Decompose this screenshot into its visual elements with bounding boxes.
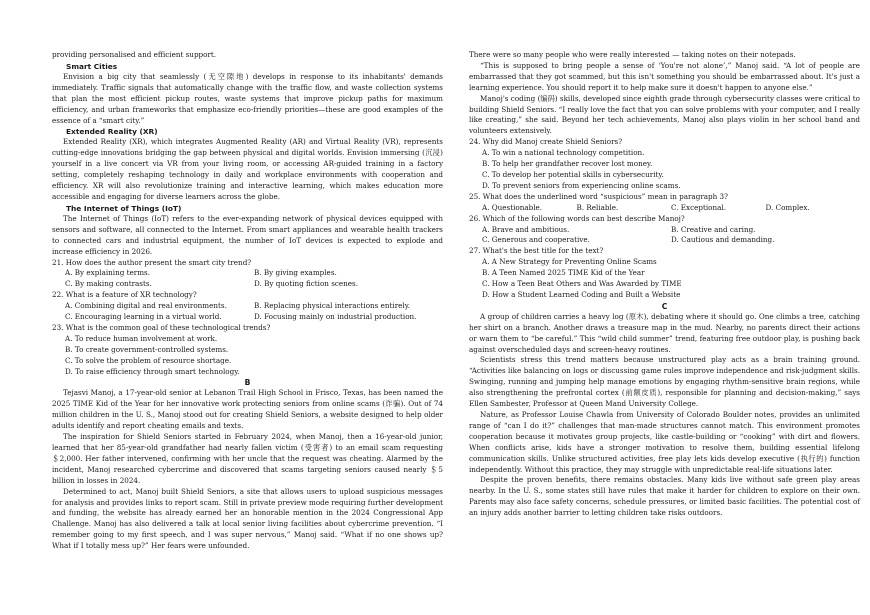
- option: D. Focusing mainly on industrial production.: [254, 312, 417, 322]
- question-25: 25. What does the underlined word “suspicious” mean in paragraph 3?: [469, 191, 728, 201]
- section-b-label: B: [244, 378, 251, 388]
- option: B. To help her grandfather recover lost money.: [482, 159, 653, 169]
- section-b-continued-3: Manoj's coding (编码) skills, developed since eighth grade through cybersecurity classes were critical to building Shield Seniors. “I really love the fact that you can solve problems with your computer, and I really like creating,” she said. Beyond her tech achievements, Manoj also plays violin in her school band and volunteers extensively.: [469, 93, 860, 136]
- option: D. Complex.: [765, 202, 810, 212]
- option: C. To solve the problem of resource shortage.: [65, 355, 232, 365]
- option: C. To develop her potential skills in cybersecurity.: [482, 169, 664, 179]
- section-c-label: C: [661, 301, 668, 311]
- option: B. Creative and caring.: [671, 224, 756, 234]
- left-column: [52, 50, 443, 552]
- option: B. To create government-controlled systems.: [65, 344, 229, 354]
- intro-tail: providing personalised and efficient support.: [52, 50, 217, 59]
- question-24-options: [469, 148, 860, 192]
- section-c-paragraph-2: Scientists stress this trend matters because unstructured play acts as a brain training ground. “Activities like balancing on logs or discussing game rules improve independence and risk-judgment skills. Swinging, running and jumping help manage emotions by engaging rhythm-sensitive brain regions, while also strengthening the prefrontal cortex (前额皮质), responsible for planning and decision-making,” says Ellen Sambester, Professor at Queen Mand University College.: [469, 355, 860, 409]
- question-27: 27. What's the best title for the text?: [469, 246, 604, 256]
- question-22-options: [52, 301, 443, 323]
- question-21: 21. How does the author present the smart city trend?: [52, 257, 252, 267]
- option: B. Replacing physical interactions entirely.: [254, 301, 411, 311]
- section-b-paragraph-2: The inspiration for Shield Seniors started in February 2024, when Manoj, then a 16-year-old junior, learned that her 85-year-old grandfather had nearly fallen victim (受害者) to an email scam requesting ＄2,000. Her father intervened, confirming with her uncle that the request was cheating. Alarmed by the incident, Manoj researched cybercrime and discovered that scams targeting seniors caused nearly ＄5 billion in losses in 2024.: [52, 432, 443, 485]
- option: C. By making contrasts.: [65, 279, 152, 289]
- right-column: [469, 50, 860, 519]
- section-c-paragraph-4: Despite the proven benefits, there remains obstacles. Many kids live without safe green play areas nearby. In the U. S., some states still have rules that make it harder for children to explore on their own. Parents may also face safety concerns, schedule pressures, or limited basic facilities. The potential cost of an injury adds another barrier to letting children take risks outdoors.: [469, 475, 860, 518]
- section-c-paragraph-1: A group of children carries a heavy log (原木), debating where it should go. One climbs a tree, catching her shirt on a branch. Another draws a treasure map in the mud. Nearby, no parents direct their actions or warn them to “be careful.” This “wild child summer” trend, featuring free outdoor play, is pushing back against overscheduled days and screen-heavy routines.: [469, 311, 860, 354]
- iot-heading: The Internet of Things (IoT): [66, 203, 182, 213]
- question-26-options: [469, 225, 860, 247]
- option: D. Cautious and demanding.: [671, 235, 775, 245]
- smart-cities-heading: Smart Cities: [66, 61, 118, 71]
- section-b-paragraph-1: Tejasvi Manoj, a 17-year-old senior at Lebanon Trail High School in Frisco, Texas, has been named the 2025 TIME Kid of the Year for her innovative work protecting seniors from online scams (诈骗). Out of 74 million children in the U. S., Manoj stood out for creating Shield Seniors, a website designed to help older adults identify and report cheating emails and texts.: [52, 388, 443, 431]
- option: D. To raise efficiency through smart technology.: [65, 366, 240, 376]
- question-24: 24. Why did Manoj create Shield Seniors?: [469, 137, 623, 147]
- xr-text: Extended Reality (XR), which integrates Augmented Reality (AR) and Virtual Reality (VR), represents cutting-edge innovations bridging the gap between physical and digital worlds. Envision immersing (沉浸) yourself in a live concert via VR from your living room, or accessing AR-guided training in a factory setting, completely reshaping technology in daily and workplace environments with cooperation and efficiency. XR will also revolutionize training and interactive learning, which makes education more accessible and engaging for diverse learners across the globe.: [52, 137, 443, 201]
- option: C. Generous and cooperative.: [482, 235, 590, 245]
- section-b-continued-2: “This is supposed to bring people a sense of ‘You're not alone’,” Manoj said. “A lot of people are embarrassed that they got scammed, but this isn't something you should be embarrassed about. It's just a learning experience. You should report it to help make sure it doesn't happen to anyone else.”: [469, 60, 860, 92]
- option: D. By quoting fiction scenes.: [254, 279, 359, 289]
- question-23-options: [52, 334, 443, 378]
- xr-heading: Extended Reality (XR): [66, 127, 158, 137]
- option: D. How a Student Learned Coding and Built a Website: [482, 289, 681, 299]
- option: A. By explaining terms.: [65, 268, 150, 278]
- section-b-continued-1: There were so many people who were really interested — taking notes on their notepads.: [469, 50, 796, 59]
- smart-cities-text: Envision a big city that seamlessly (无空隙地) develops in response to its inhabitants' demands immediately. Traffic signals that automatically change with the traffic flow, and waste collection systems that plan the most efficient pickup routes, waste systems that improve pickup paths for maximum efficiency, and urban frameworks that emphasize eco-friendly priorities—these are good examples of the essence of a “smart city.”: [52, 71, 443, 125]
- option: C. Encouraging learning in a virtual world.: [65, 312, 222, 322]
- option: D. To prevent seniors from experiencing online scams.: [482, 180, 681, 190]
- iot-text: The Internet of Things (IoT) refers to the ever-expanding network of physical devices equipped with sensors and software, all connected to the Internet. From smart appliances and wearable health trackers to connected cars and industrial equipment, the number of IoT devices is expected to explode and increase efficiency in 2026.: [52, 213, 443, 256]
- option: A. Combining digital and real environments.: [65, 301, 227, 311]
- option: B. By giving examples.: [254, 268, 337, 278]
- option: A. Brave and ambitious.: [482, 224, 570, 234]
- option: A. To win a national technology competition.: [482, 148, 645, 158]
- option: B. A Teen Named 2025 TIME Kid of the Year: [482, 268, 645, 278]
- question-25-options: [469, 203, 860, 214]
- option: A. To reduce human involvement at work.: [65, 333, 218, 343]
- question-23: 23. What is the common goal of these technological trends?: [52, 322, 271, 332]
- option: A. A New Strategy for Preventing Online Scams: [482, 257, 657, 267]
- question-22: 22. What is a feature of XR technology?: [52, 290, 197, 300]
- question-27-options: [469, 257, 860, 301]
- question-21-options: [52, 268, 443, 290]
- option: C. How a Teen Beat Others and Was Awarded by TIME: [482, 279, 682, 289]
- option: C. Exceptional.: [671, 202, 727, 212]
- section-c-paragraph-3: Nature, as Professor Louise Chawla from University of Colorado Boulder notes, provides an unlimited range of “can I do it?” challenges that man-made structures cannot match. This environment promotes cooperation because it motivates group projects, like castle-building or “cooking” with dirt and flowers. When conflicts arise, kids have a stronger motivation to resolve them, building essential lifelong communication skills. Unlike structured activities, free play lets kids develop executive (执行的) function independently. Without this practice, they may struggle with unpredictable real-life situations later.: [469, 410, 860, 474]
- option: A. Questionable.: [482, 202, 543, 212]
- section-b-paragraph-3: Determined to act, Manoj built Shield Seniors, a site that allows users to upload suspicious messages for analysis and provides links to report scam. Still in private preview mode requiring further development and funding, the website has already earned her an honorable mention in the 2024 Congressional App Challenge. Manoj has also delivered a talk at local senior living facilities about cybercrime prevention. “I remember going to my first speech, and I was super nervous,” Manoj said. “What if no one shows up? What if I totally mess up?” Her fears were unfounded.: [52, 486, 443, 551]
- option: B. Reliable.: [576, 202, 619, 212]
- question-26: 26. Which of the following words can best describe Manoj?: [469, 213, 685, 223]
